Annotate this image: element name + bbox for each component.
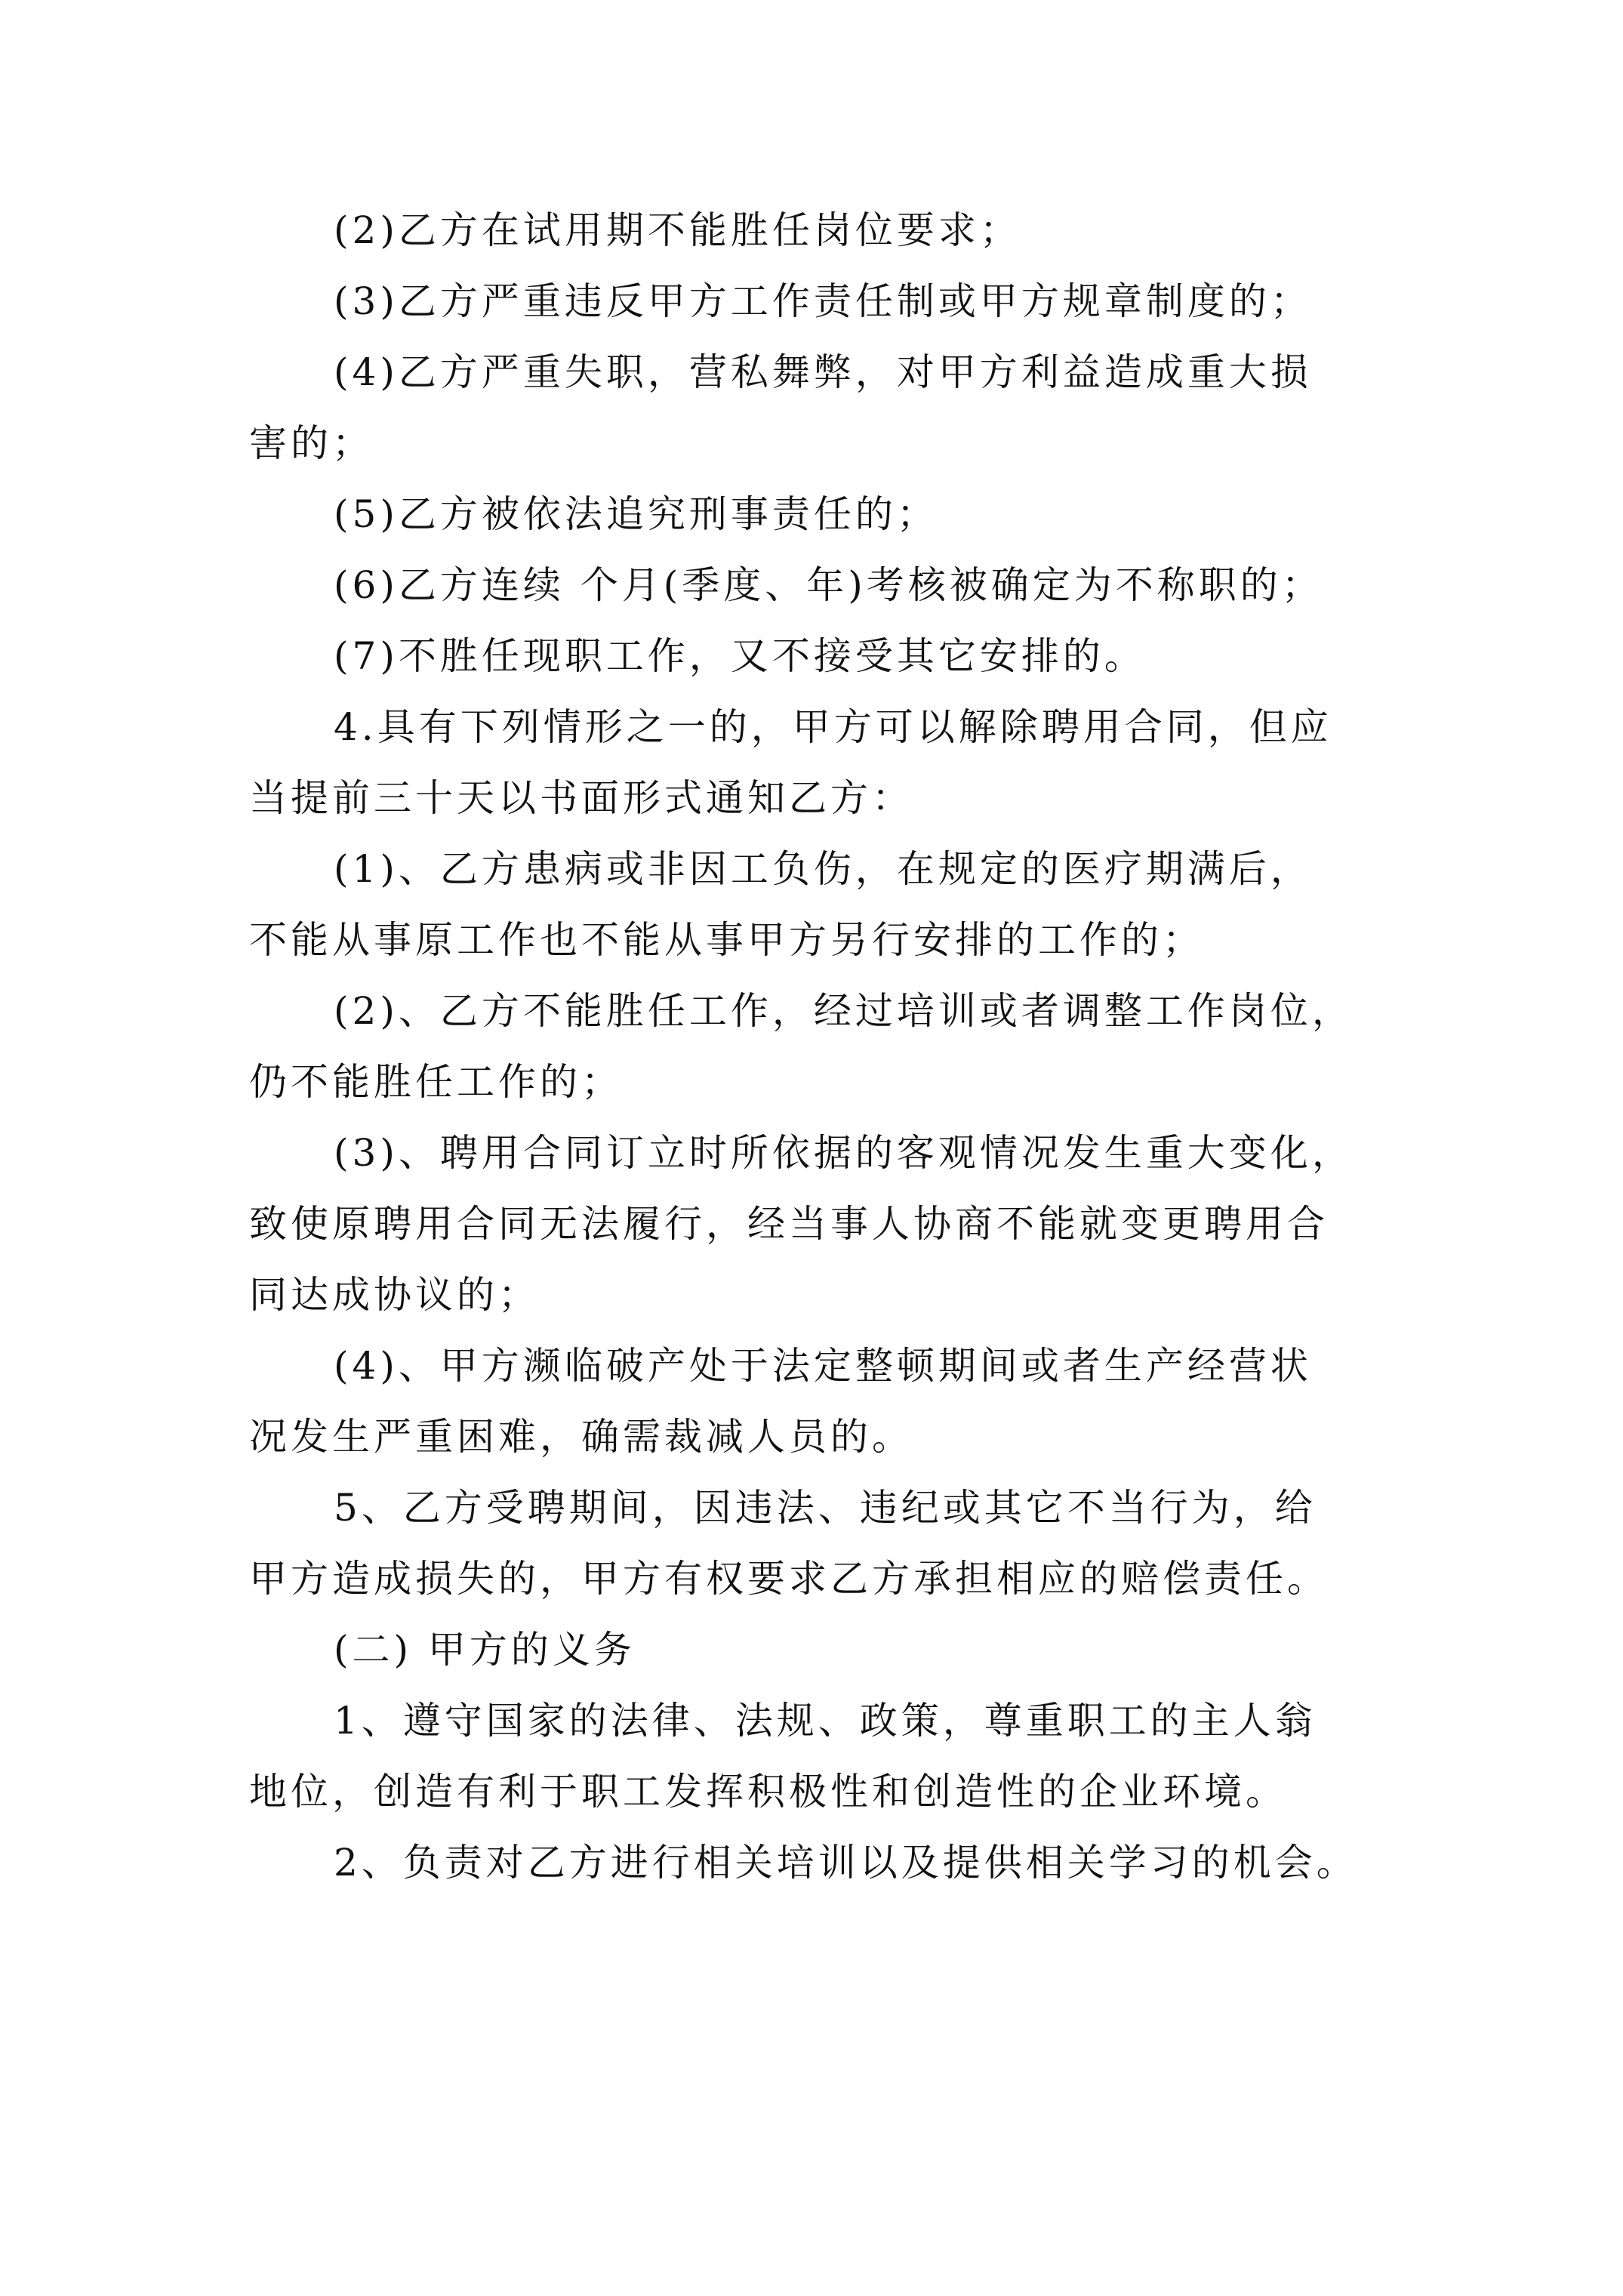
text-line: 不能从事原工作也不能从事甲方另行安排的工作的； [249, 918, 1204, 962]
text-line: (5)乙方被依法追究刑事责任的； [334, 492, 938, 536]
text-line: 同达成协议的； [249, 1273, 540, 1317]
text-line: 况发生严重困难，确需裁减人员的。 [249, 1415, 913, 1459]
text-line: (4)乙方严重失职，营私舞弊，对甲方利益造成重大损 [334, 350, 1312, 394]
text-line: 甲方造成损失的，甲方有权要求乙方承担相应的赔偿责任。 [249, 1557, 1329, 1601]
text-line: (2)、乙方不能胜任工作，经过培训或者调整工作岗位， [334, 989, 1354, 1033]
text-line: 仍不能胜任工作的； [249, 1060, 623, 1104]
text-line: 地位，创造有利于职工发挥积极性和创造性的企业环境。 [249, 1770, 1287, 1814]
text-line: 致使原聘用合同无法履行，经当事人协商不能就变更聘用合 [249, 1202, 1329, 1246]
text-line: (6)乙方连续 个月(季度、年)考核被确定为不称职的； [334, 563, 1323, 607]
document-body [249, 195, 1381, 1898]
text-line: 当提前三十天以书面形式通知乙方： [249, 776, 913, 820]
text-line: 害的； [249, 421, 374, 465]
text-line: (2)乙方在试用期不能胜任岗位要求； [334, 208, 1021, 252]
text-line: 4.具有下列情形之一的，甲方可以解除聘用合同，但应 [334, 705, 1332, 749]
text-line: (7)不胜任现职工作，又不接受其它安排的。 [334, 634, 1146, 678]
text-line: (1)、乙方患病或非因工负伤，在规定的医疗期满后， [334, 847, 1312, 891]
text-line: (3)乙方严重违反甲方工作责任制或甲方规章制度的； [334, 279, 1312, 323]
text-line: (4)、甲方濒临破产处于法定整顿期间或者生产经营状 [334, 1344, 1312, 1388]
text-line: (3)、聘用合同订立时所依据的客观情况发生重大变化， [334, 1131, 1354, 1175]
text-line: 2、负责对乙方进行相关培训以及提供相关学习的机会。 [334, 1841, 1358, 1885]
text-line: 1、遵守国家的法律、法规、政策，尊重职工的主人翁 [334, 1699, 1317, 1743]
section-heading: (二) 甲方的义务 [334, 1628, 636, 1672]
text-line: 5、乙方受聘期间，因违法、违纪或其它不当行为，给 [334, 1486, 1317, 1530]
